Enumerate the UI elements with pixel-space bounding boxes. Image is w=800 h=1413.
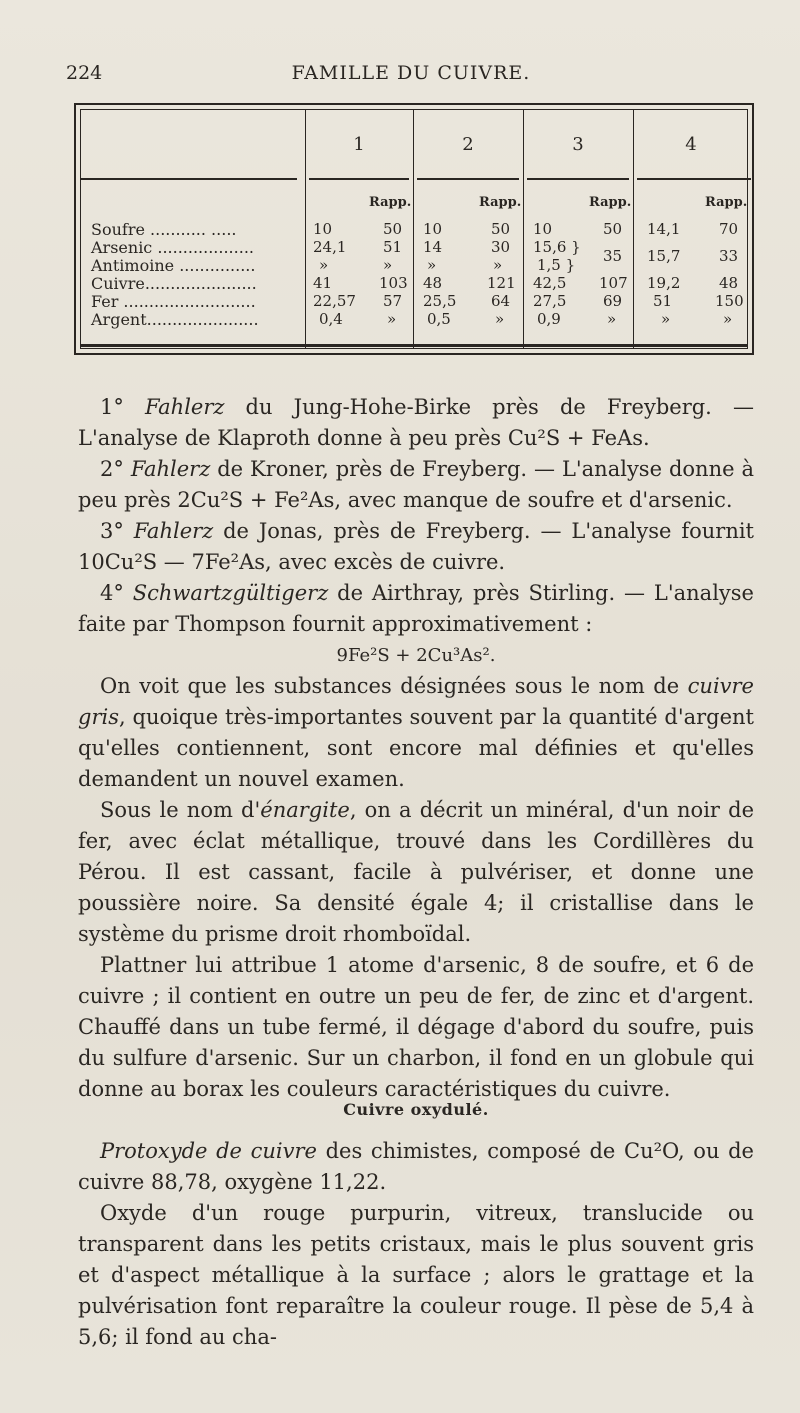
table-cell: 48 [719, 274, 739, 292]
item-number: 2° [100, 457, 124, 481]
table-cell: 10 [533, 220, 553, 238]
rapp-label: Rapp. [479, 195, 522, 210]
paragraph-2 [78, 454, 754, 516]
header-rule [637, 178, 751, 180]
mineral-name: Fahlerz [133, 519, 214, 543]
column-divider [523, 110, 524, 348]
analysis-table [74, 103, 754, 355]
table-cell: 35 [603, 247, 623, 265]
table-cell: 15,7 [647, 247, 681, 265]
table-cell: 69 [603, 292, 623, 310]
table-cell: 30 [491, 238, 511, 256]
paragraph-text: , quoique très-importantes souvent par la quantité d'argent qu'elles contiennent, sont encore mal définies et qu'elles demandent un nouvel examen. [78, 705, 754, 791]
item-number: 4° [100, 581, 124, 605]
table-cell: 48 [423, 274, 443, 292]
table-cell: 41 [313, 274, 333, 292]
section-heading: Cuivre oxydulé. [343, 1100, 489, 1119]
table-cell: 22,57 [313, 292, 356, 310]
running-title: FAMILLE DU CUIVRE. [291, 62, 531, 84]
table-cell: 1,5 } [537, 256, 576, 274]
paragraph-text: de Airthray, près Stirling. — L'analyse faite par Thompson fournit approximativement : [78, 581, 754, 636]
column-divider [305, 110, 306, 348]
table-cell: 15,6 } [533, 238, 581, 256]
header-rule [527, 178, 629, 180]
table-cell: 50 [383, 220, 403, 238]
paragraph-7: Plattner lui attribue 1 atome d'arsenic, 8 de soufre, et 6 de cuivre ; il contient en outre un peu de fer, de zinc et d'argent. Chauffé dans un tube fermé, il dégage d'abord du soufre, puis du sulfure d'arsenic. Sur un charbon, il fond en un globule qui donne au borax les couleurs caractéristiques du cuivre. [78, 953, 754, 1101]
table-cell: 50 [491, 220, 511, 238]
table-cell: » [427, 256, 437, 274]
paragraph-text: de Kroner, près de Freyberg. — L'analyse donne à peu près 2Cu²S + Fe²As, avec manque de soufre et d'arsenic. [78, 457, 754, 512]
item-number: 1° [100, 395, 124, 419]
paragraph-4 [78, 578, 754, 640]
table-cell: » [661, 310, 671, 328]
table-cell: 107 [599, 274, 628, 292]
header-rule [309, 178, 409, 180]
row-label-soufre: Soufre ........... ..... [91, 220, 237, 239]
page-header [66, 62, 756, 92]
table-cell: 103 [379, 274, 408, 292]
table-cell: » [319, 256, 329, 274]
row-label-arsenic: Arsenic ................... [91, 238, 254, 257]
table-cell: 50 [603, 220, 623, 238]
table-cell: 51 [383, 238, 403, 256]
paragraph-text: Sous le nom d' [100, 798, 261, 822]
table-cell: 42,5 [533, 274, 567, 292]
mineral-name: Schwartzgültigerz [132, 581, 329, 605]
column-header-3: 3 [572, 134, 584, 155]
table-cell: 10 [313, 220, 333, 238]
italic-term: énargite [260, 798, 350, 822]
footer-rule [81, 344, 747, 347]
table-cell: 70 [719, 220, 739, 238]
column-divider [633, 110, 634, 348]
paragraph-text: des chimistes, composé de Cu²O, ou de cuivre 88,78, oxygène 11,22. [78, 1139, 754, 1194]
table-cell: » [495, 310, 505, 328]
table-cell: 33 [719, 247, 739, 265]
column-header-1: 1 [353, 134, 365, 155]
table-cell: 64 [491, 292, 511, 310]
paragraph-3 [78, 516, 754, 578]
row-label-antimoine: Antimoine ............... [91, 256, 256, 275]
column-divider [413, 110, 414, 348]
table-frame [80, 109, 748, 349]
table-cell: 25,5 [423, 292, 457, 310]
table-cell: 0,5 [427, 310, 451, 328]
table-cell: 57 [383, 292, 403, 310]
table-cell: » [493, 256, 503, 274]
table-cell: 14,1 [647, 220, 681, 238]
italic-term: cuivre gris [78, 674, 754, 729]
table-cell: 19,2 [647, 274, 681, 292]
rapp-label: Rapp. [589, 195, 632, 210]
mineral-name: Fahlerz [145, 395, 225, 419]
row-label-cuivre: Cuivre...................... [91, 274, 257, 293]
column-header-2: 2 [462, 134, 474, 155]
page-number: 224 [66, 62, 103, 84]
table-cell: 0,9 [537, 310, 561, 328]
table-cell: » [383, 256, 393, 274]
table-cell: 14 [423, 238, 443, 256]
table-cell: 121 [487, 274, 516, 292]
table-cell: 27,5 [533, 292, 567, 310]
column-header-4: 4 [685, 134, 697, 155]
table-cell: 24,1 [313, 238, 347, 256]
paragraph-text: , on a décrit un minéral, d'un noir de fer, avec éclat métallique, trouvé dans les Cordillères du Pérou. Il est cassant, facile à pulvériser, et donne une poussière noire. Sa densité égale 4; il cristallise dans le système du prisme droit rhomboïdal. [78, 798, 754, 946]
paragraph-8 [78, 1136, 754, 1198]
rapp-label: Rapp. [369, 195, 412, 210]
row-label-argent: Argent...................... [91, 310, 259, 329]
table-cell: 0,4 [319, 310, 343, 328]
paragraph-text: On voit que les substances désignées sous le nom de [100, 674, 688, 698]
paragraph-5 [78, 671, 754, 795]
header-rule [81, 178, 297, 180]
table-cell: » [607, 310, 617, 328]
paragraph-1 [78, 392, 754, 454]
chemical-formula: 9Fe²S + 2Cu³As². [336, 645, 496, 666]
paragraph-text: du Jung-Hohe-Birke près de Freyberg. — L'analyse de Klaproth donne à peu près Cu²S + FeAs. [78, 395, 754, 450]
table-cell: 10 [423, 220, 443, 238]
header-rule [417, 178, 519, 180]
paragraph-text: de Jonas, près de Freyberg. — L'analyse fournit 10Cu²S — 7Fe²As, avec excès de cuivre. [78, 519, 754, 574]
main-text-upper [78, 392, 754, 1105]
row-label-fer: Fer .......................... [91, 292, 256, 311]
italic-term: Protoxyde de cuivre [100, 1139, 317, 1163]
rapp-label: Rapp. [705, 195, 748, 210]
mineral-name: Fahlerz [130, 457, 211, 481]
table-cell: » [723, 310, 733, 328]
table-cell: 150 [715, 292, 744, 310]
table-cell: » [387, 310, 397, 328]
paragraph-9: Oxyde d'un rouge purpurin, vitreux, translucide ou transparent dans les petits cristaux, mais le plus souvent gris et d'aspect métallique à la surface ; alors le grattage et la pulvérisation font reparaître la couleur rouge. Il pèse de 5,4 à 5,6; il fond au cha- [78, 1201, 754, 1349]
table-cell: 51 [653, 292, 673, 310]
main-text-lower [78, 1136, 754, 1353]
item-number: 3° [100, 519, 124, 543]
paragraph-6 [78, 795, 754, 950]
